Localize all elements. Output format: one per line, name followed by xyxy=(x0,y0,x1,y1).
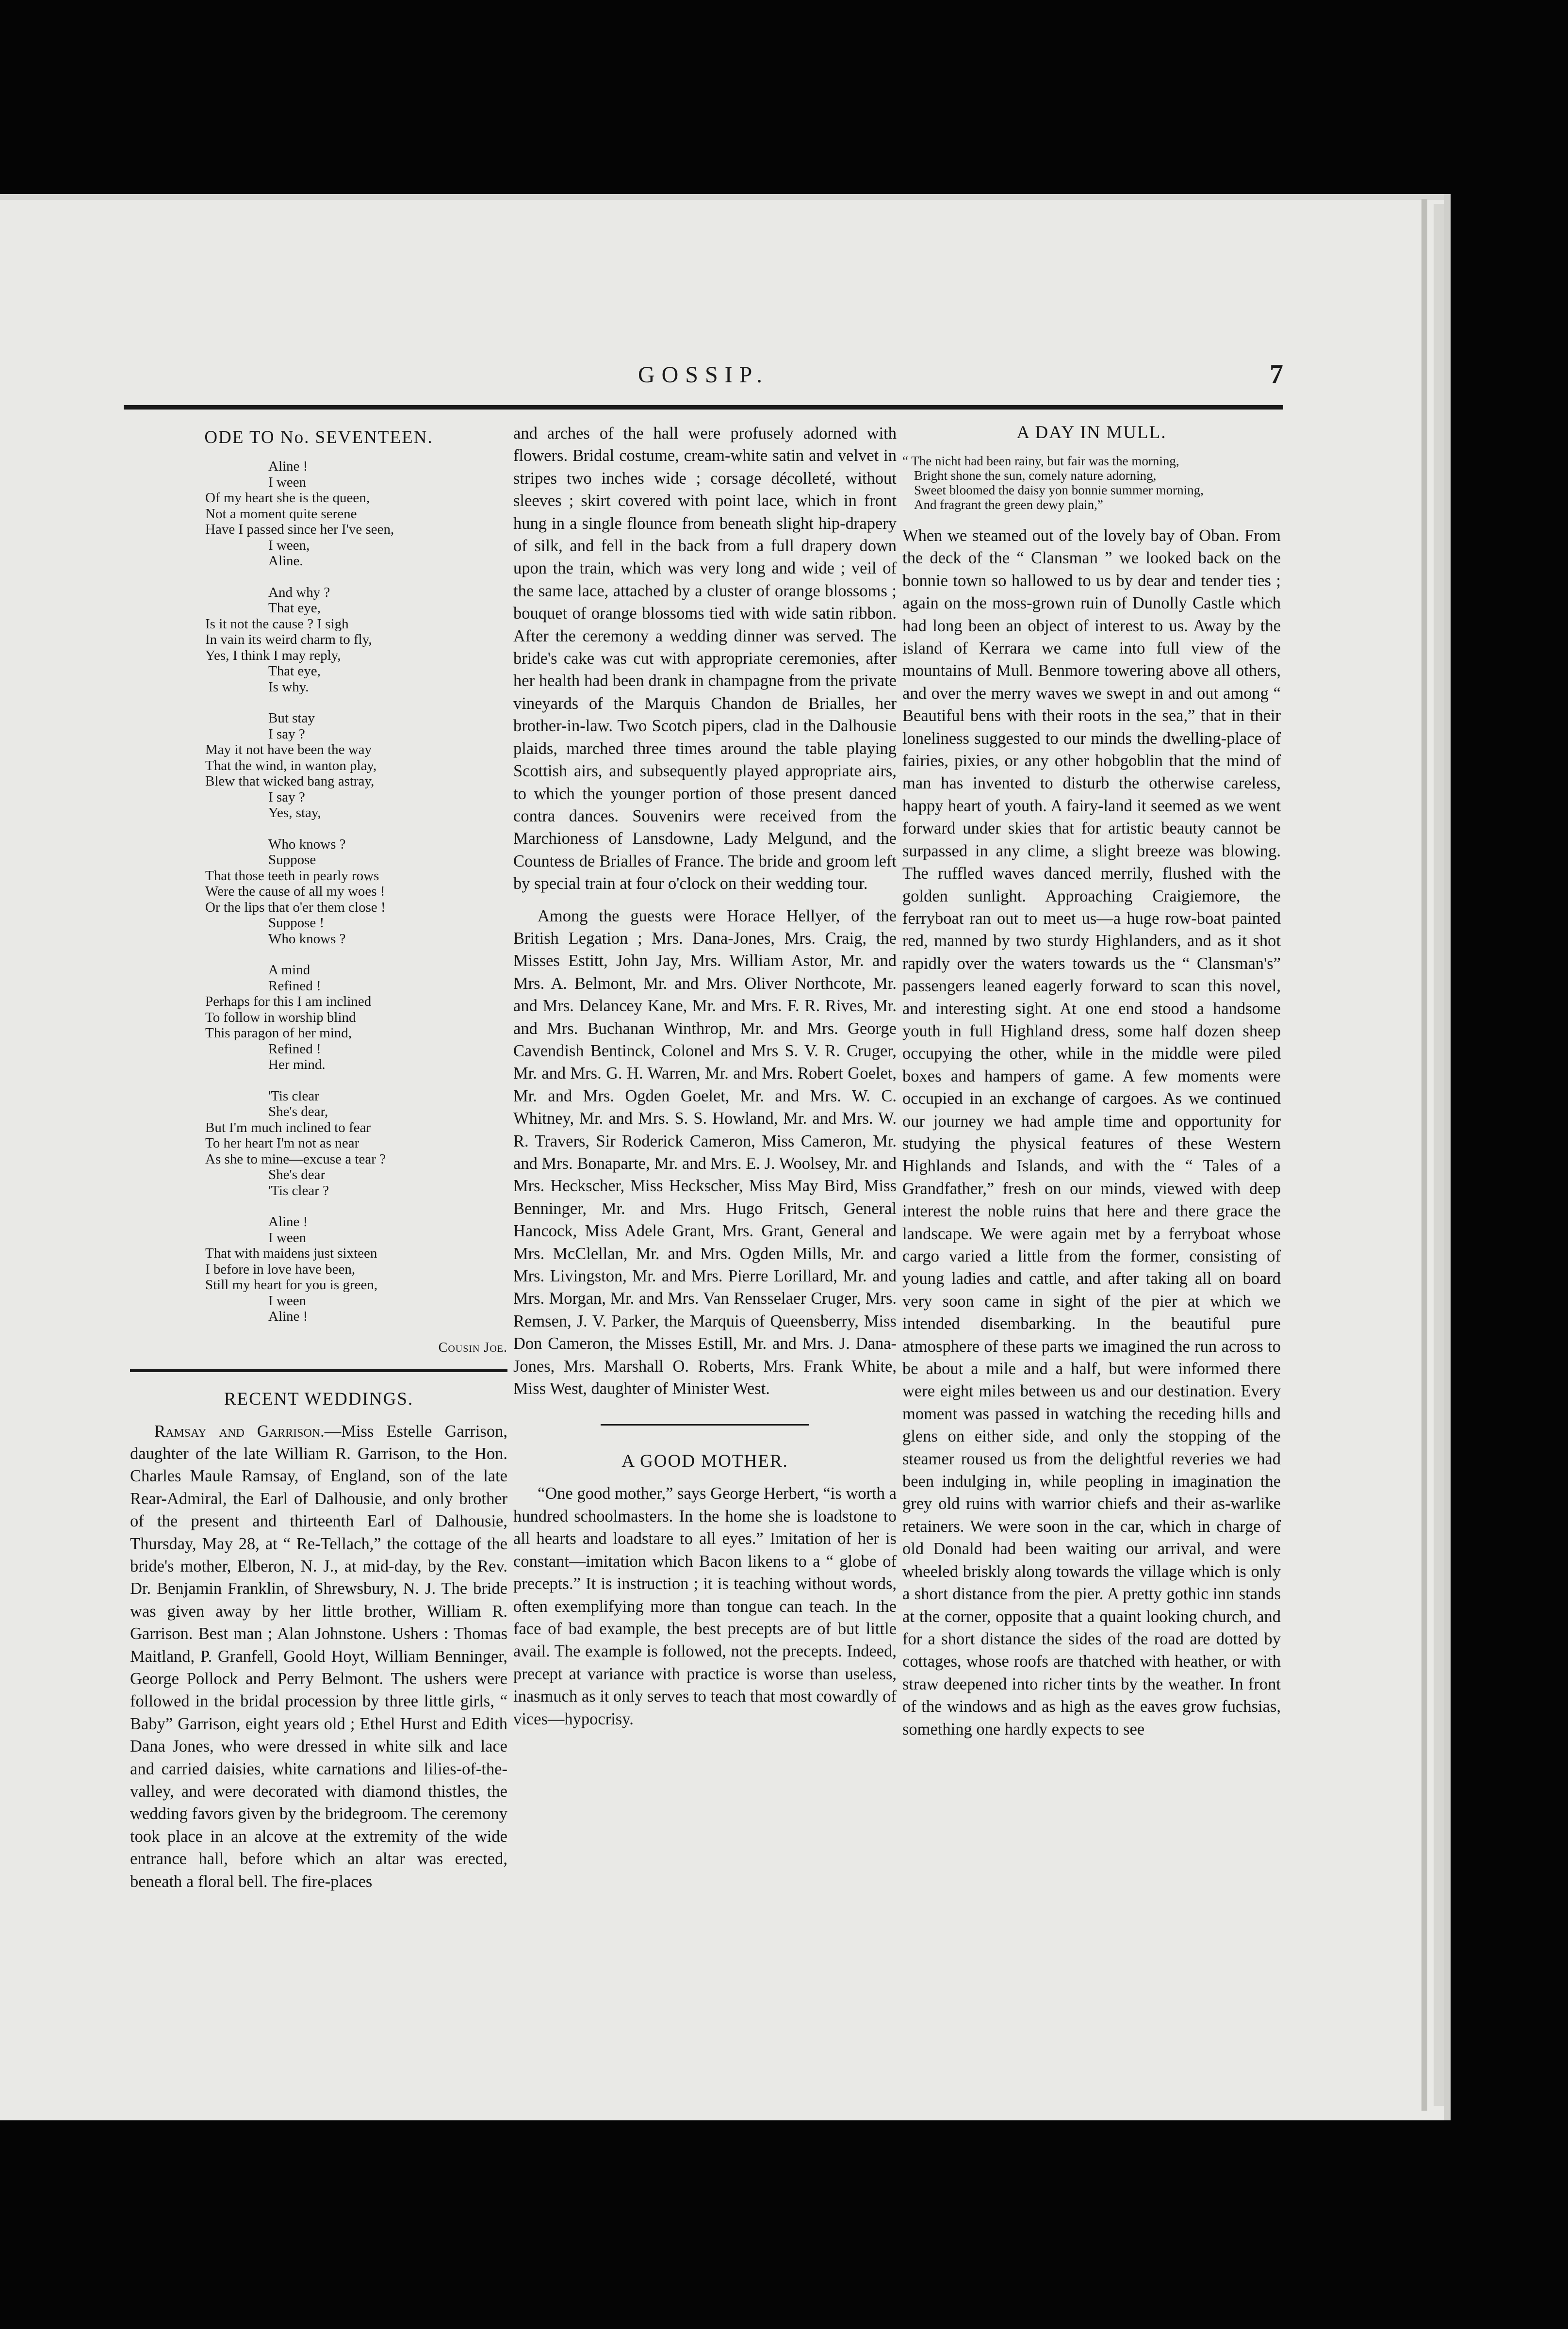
good-mother-text: “One good mother,” says George Herbert, “is worth a hundred schoolmasters. In the home she is loadstone to all hearts and loadstare to all eyes.” Imitation of her is constant—imitation which Bacon likens to a “ globe of precepts.” It is instruction ; it is teaching without words, often exemplifying more than tongue can teach. In the face of bad example, the best precepts are of but little avail. The example is followed, not the precepts. Indeed, precept at variance with practice is worse than useless, inasmuch as it only serves to teach that most cowardly of vices—hypocrisy. xyxy=(513,1484,897,1728)
column-left xyxy=(130,427,507,1893)
poem-line: A mind xyxy=(268,962,310,978)
poem-line: May it not have been the way xyxy=(205,742,372,757)
verse-line: And fragrant the green dewy plain,” xyxy=(914,497,1103,512)
poem-stanza xyxy=(130,962,507,1073)
poem-line: And why ? xyxy=(268,584,330,600)
header-rule xyxy=(124,405,1283,410)
good-mother-title: A GOOD MOTHER. xyxy=(621,1451,788,1472)
poem-line: Still my heart for you is green, xyxy=(205,1277,378,1293)
page-number: 7 xyxy=(1270,359,1283,389)
poem-line: That with maidens just sixteen xyxy=(205,1246,377,1261)
poem-line: Aline ! xyxy=(268,1214,308,1230)
poem-stanza xyxy=(130,1088,507,1199)
poem-line: To her heart I'm not as near xyxy=(205,1135,359,1151)
poem-line: 'Tis clear ? xyxy=(268,1182,329,1198)
weddings-title: RECENT WEDDINGS. xyxy=(224,1389,414,1409)
weddings-paragraph-1 xyxy=(130,1420,507,1893)
column-right xyxy=(902,422,1281,1740)
poem-line: As she to mine—excuse a tear ? xyxy=(205,1151,386,1167)
poem-line: To follow in worship blind xyxy=(205,1009,356,1025)
poem-line: She's dear xyxy=(268,1167,326,1182)
poem-line: But I'm much inclined to fear xyxy=(205,1119,371,1135)
page-header xyxy=(124,361,1283,395)
poem-line: Yes, I think I may reply, xyxy=(205,647,341,663)
poem-line: I ween xyxy=(268,1230,307,1246)
poem-line: Refined ! xyxy=(268,1041,321,1057)
poem-stanza xyxy=(130,710,507,821)
poem-line: I say ? xyxy=(268,726,305,742)
section-divider xyxy=(130,1369,507,1372)
short-divider xyxy=(601,1424,809,1426)
poem-line: Her mind. xyxy=(268,1057,326,1072)
poem-line: I say ? xyxy=(268,789,305,805)
mull-title: A DAY IN MULL. xyxy=(1016,423,1167,443)
poem-line: This paragon of her mind, xyxy=(205,1025,352,1041)
column-middle xyxy=(513,422,897,1730)
poem-line: Were the cause of all my woes ! xyxy=(205,884,385,899)
poem-line: I ween, xyxy=(268,537,310,553)
poem-line: I ween xyxy=(268,1293,307,1309)
poem-stanza xyxy=(130,1214,507,1325)
poem-line: That eye, xyxy=(268,600,321,616)
poem-line: That the wind, in wanton play, xyxy=(205,757,377,773)
poem-line: That eye, xyxy=(268,663,321,679)
poem-line: Yes, stay, xyxy=(268,805,321,820)
poem-line: Refined ! xyxy=(268,978,321,994)
weddings-guests: Among the guests were Horace Hellyer, of the British Legation ; Mrs. Dana-Jones, Mrs. Craig, the Misses Estitt, John Jay, Mrs. William Astor, Mr. and Mrs. A. Belmont, Mr. and Mrs. Oliver Northcote, Mr. and Mrs. Delancey Kane, Mr. and Mrs. F. R. Rives, Mr. and Mrs. Buchanan Winthrop, Mr. and Mrs. George Cavendish Bentinck, Colonel and Mrs S. V. R. Cruger, Mr. and Mrs. G. H. Warren, Mr. and Mrs. Robert Goelet, Mr. and Mrs. Ogden Goelet, Mr. and Mrs. W. C. Whitney, Mr. and Mrs. S. S. Howland, Mr. and Mrs. W. R. Travers, Sir Roderick Cameron, Miss Cameron, Mr. and Mrs. Bonaparte, Mr. and Mrs. E. J. Woolsey, Mr. and Mrs. Heckscher, Miss Heckscher, Miss May Bird, Miss Benninger, Mr. and Mrs. Hugo Fritsch, General Hancock, Miss Adele Grant, Mrs. Grant, General and Mrs. McClellan, Mr. and Mrs. Ogden Mills, Mr. and Mrs. Livingston, Mr. and Mrs. Pierre Lorillard, Mr. and Mrs. Morgan, Mr. and Mrs. Van Rensselaer Cruger, Mrs. Remsen, J. V. Parker, the Marquis of Queensberry, Miss Don Cameron, the Misses Estill, Mr. and Mrs. J. Dana-Jones, Mrs. Marshall O. Roberts, Mrs. Frank White, Miss West, daughter of Minister West. xyxy=(513,906,897,1398)
page-edge-outer xyxy=(1434,204,1444,2106)
poem-line: Of my heart she is the queen, xyxy=(205,490,370,506)
poem-line: I before in love have been, xyxy=(205,1261,356,1277)
poem-line: Who knows ? xyxy=(268,931,346,947)
poem-stanza xyxy=(130,585,507,695)
poem-line: Who knows ? xyxy=(268,836,346,852)
poem-line: I ween xyxy=(268,474,307,490)
poem-line: Aline ! xyxy=(268,459,308,474)
poem-line: That those teeth in pearly rows xyxy=(205,868,379,884)
verse-line: “ The nicht had been rainy, but fair was the morning, xyxy=(902,454,1179,468)
ode-poem xyxy=(130,459,507,1325)
ode-signature: Cousin Joe. xyxy=(438,1340,507,1355)
poem-line: Perhaps for this I am inclined xyxy=(205,994,372,1009)
poem-line: Suppose ! xyxy=(268,915,325,931)
verse-line: Sweet bloomed the daisy yon bonnie summer morning, xyxy=(914,483,1204,497)
poem-line: Aline ! xyxy=(268,1309,308,1324)
poem-line: Or the lips that o'er them close ! xyxy=(205,899,386,915)
poem-line: Blew that wicked bang astray, xyxy=(205,773,375,789)
poem-line: Is it not the cause ? I sigh xyxy=(205,616,349,632)
weddings-lead: Ramsay and Garrison. xyxy=(154,1422,325,1441)
poem-line: Aline. xyxy=(268,553,303,569)
poem-stanza xyxy=(130,836,507,947)
poem-line: 'Tis clear xyxy=(268,1088,319,1104)
ode-title: ODE TO No. SEVENTEEN. xyxy=(204,427,433,447)
masthead-title: GOSSIP. xyxy=(637,362,769,388)
poem-line: Not a moment quite serene xyxy=(205,506,357,522)
page-edge xyxy=(1421,199,1427,2111)
verse-line: Bright shone the sun, comely nature adorning, xyxy=(914,468,1157,483)
weddings-text-part1: —Miss Estelle Garrison, daughter of the late William R. Garrison, to the Hon. Charles Maule Ramsay, of England, son of the late Rear-Admiral, the Earl of Dalhousie, and only brother of the present and thirteenth Earl of Dalhousie, Thursday, May 28, at “ Re-Tellach,” the cottage of the bride's mother, Elberon, N. J., at mid-day, by the Rev. Dr. Benjamin Franklin, of Shrewsbury, N. J. The bride was given away by her little brother, William R. Garrison. Best man ; Alan Johnstone. Ushers : Thomas Maitland, P. Granfell, Goold Hoyt, William Benninger, George Pollock and Perry Belmont. The ushers were followed in the bridal procession by three little girls, “ Baby” Garrison, eight years old ; Ethel Hurst and Edith Dana Jones, who were dressed in white silk and lace and carried daisies, white carnations and lilies-of-the-valley, and were decorated with diamond thistles, the wedding favors given by the bridegroom. The ceremony took place in an alcove at the extremity of the wide entrance hall, before which an altar was erected, beneath a floral bell. The fire-places xyxy=(130,1422,507,1891)
poem-stanza xyxy=(130,459,507,569)
poem-line: But stay xyxy=(268,710,315,726)
mull-verse xyxy=(902,454,1281,512)
poem-line: Suppose xyxy=(268,852,316,868)
weddings-text-continued: and arches of the hall were profusely adorned with flowers. Bridal costume, cream-white satin and velvet in stripes two inches wide ; corsage décolleté, without sleeves ; skirt covered with point lace, which in front hung in a single flounce from beneath slight hip-drapery of silk, and fell in the back from a full drapery down upon the train, which was very long and wide ; veil of the same lace, attached by a cluster of orange blossoms ; bouquet of orange blossoms tied with wide satin ribbon. After the ceremony a wedding dinner was served. The bride's cake was cut with appropriate ceremonies, after her health had been drank in champagne from the private vineyards of the Marquis Chandon de Brialles, her brother-in-law. Two Scotch pipers, clad in the Dalhousie plaids, marched three times around the table playing Scottish airs, and subsequently played appropriate airs, to which the younger portion of those present danced contra dances. Souvenirs were received from the Marchioness of Lansdowne, Lady Melgund, and the Countess de Brialles of France. The bride and groom left by special train at four o'clock on their wedding tour. xyxy=(513,424,897,893)
mull-text: When we steamed out of the lovely bay of Oban. From the deck of the “ Clansman ” we looked back on the bonnie town so hallowed to us by dear and tender ties ; again on the moss-grown ruin of Dunolly Castle which had long been an object of interest to us. Away by the island of Kerrara we came into full view of the mountains of Mull. Benmore towering above all others, and over the merry waves we swept in and out among “ Beautiful bens with their roots in the sea,” that in their loneliness suggested to our minds the dwelling-place of fairies, pixies, or any other hobgoblin that the mind of man has invented to disturb the otherwise careless, happy heart of youth. A fairy-land it seemed as we went forward under skies that for artistic beauty cannot be surpassed in any clime, a slight breeze was blowing. The ruffled waves danced merrily, flushed with the golden sunlight. Approaching Craigiemore, the ferryboat ran out to meet us—a huge row-boat painted red, manned by two sturdy Highlanders, and as it shot rapidly over the waters towards us the “ Clansman's” passengers leaned eagerly forward to scan this novel, and interesting sight. At one end stood a handsome youth in full Highland dress, some half dozen sheep occupying the other, while in the middle were piled boxes and hampers of game. A few moments were occupied in an exchange of cargoes. As we continued our journey we had ample time and opportunity for studying the physical features of these Western Highlands and Islands, and with the “ Tales of a Grandfather,” fresh on our minds, viewed with deep interest the noble ruins that here and there grace the landscape. We were again met by a ferryboat whose cargo varied a little from the former, consisting of young ladies and cattle, and after taking all on board very soon came in sight of the pier at which we intended disembarking. In the beautiful pure atmosphere of these parts we imagined the run across to be about a mile and a half, but were informed there were eight miles between us and our destination. Every moment was passed in watching the receding hills and glens on either side, and only the stopping of the steamer roused us from the delightful reveries we had been indulging in, while peopling in imagination the grey old ruins with warrior chiefs and their as-warlike retainers. We were soon in the car, which in charge of old Donald had been waiting our arrival, and were wheeled briskly along towards the village which is only a short distance from the pier. A pretty gothic inn stands at the corner, opposite that a quaint looking church, and for a short distance the sides of the road are dotted by cottages, whose roofs are thatched with heather, or with straw deepened into richer tints by the weather. In front of the windows and as high as the eaves grow fuchsias, something one hardly expects to see xyxy=(902,526,1281,1739)
poem-line: Is why. xyxy=(268,679,309,695)
poem-line: She's dear, xyxy=(268,1104,328,1119)
poem-line: In vain its weird charm to fly, xyxy=(205,632,372,647)
poem-line: Have I passed since her I've seen, xyxy=(205,522,394,537)
